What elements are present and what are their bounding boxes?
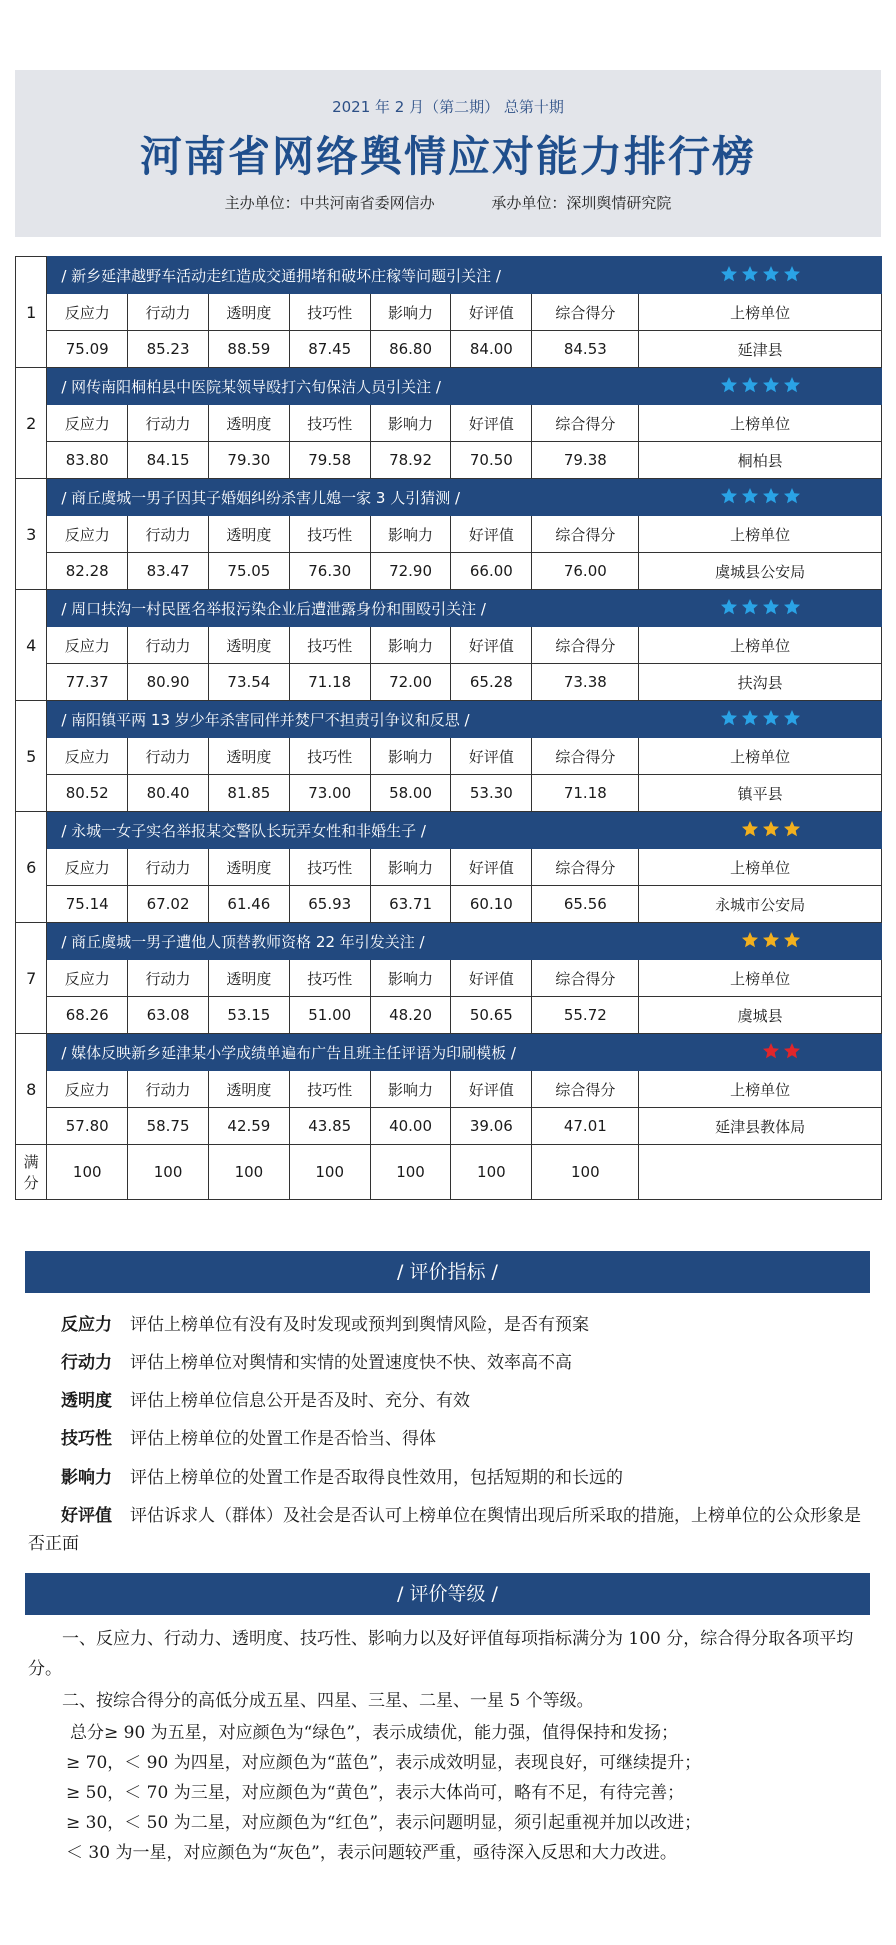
score-value: 75.05 bbox=[208, 553, 289, 590]
star-rating bbox=[720, 376, 801, 394]
score-value: 70.50 bbox=[451, 442, 532, 479]
indicator-term: 好评值 bbox=[61, 1506, 112, 1526]
indicator-description: 评估上榜单位有没有及时发现或预判到舆情风险，是否有预案 bbox=[130, 1315, 589, 1335]
full-score-value: 100 bbox=[451, 1145, 532, 1200]
column-label: 透明度 bbox=[208, 294, 289, 331]
event-title-cell bbox=[47, 812, 882, 849]
column-label: 技巧性 bbox=[289, 960, 370, 997]
column-label: 好评值 bbox=[451, 960, 532, 997]
star-icon bbox=[762, 931, 780, 949]
ranked-unit: 扶沟县 bbox=[639, 664, 882, 701]
column-label: 影响力 bbox=[370, 294, 451, 331]
table-row bbox=[16, 1108, 882, 1145]
column-label: 行动力 bbox=[128, 960, 209, 997]
column-label: 反应力 bbox=[47, 516, 128, 553]
issue-line: 2021 年 2 月（第二期） 总第十期 bbox=[332, 98, 564, 116]
score-value: 58.00 bbox=[370, 775, 451, 812]
column-label: 好评值 bbox=[451, 849, 532, 886]
star-icon bbox=[762, 265, 780, 283]
ranked-unit: 镇平县 bbox=[639, 775, 882, 812]
event-title-cell bbox=[47, 590, 882, 627]
ranked-unit: 延津县教体局 bbox=[639, 1108, 882, 1145]
star-icon bbox=[783, 931, 801, 949]
score-value: 73.38 bbox=[532, 664, 639, 701]
indicators-heading: / 评价指标 / bbox=[25, 1251, 870, 1293]
grades-paragraph-2: 二、按综合得分的高低分成五星、四星、三星、二星、一星 5 个等级。 bbox=[62, 1691, 594, 1711]
column-label: 行动力 bbox=[128, 294, 209, 331]
event-title-cell bbox=[47, 1034, 882, 1071]
star-icon bbox=[720, 265, 738, 283]
score-value: 43.85 bbox=[289, 1108, 370, 1145]
column-label: 综合得分 bbox=[532, 849, 639, 886]
full-score-row bbox=[16, 1145, 882, 1200]
star-icon bbox=[783, 1042, 801, 1060]
column-label: 上榜单位 bbox=[639, 1071, 882, 1108]
column-label: 上榜单位 bbox=[639, 849, 882, 886]
score-value: 85.23 bbox=[128, 331, 209, 368]
score-value: 86.80 bbox=[370, 331, 451, 368]
full-score-label-2: 分 bbox=[23, 1174, 39, 1192]
host-unit: 主办单位：中共河南省委网信办 bbox=[224, 194, 435, 212]
rank-number: 2 bbox=[16, 368, 47, 479]
star-icon bbox=[741, 376, 759, 394]
event-title-cell bbox=[47, 701, 882, 738]
ranked-unit: 延津县 bbox=[639, 331, 882, 368]
star-icon bbox=[720, 598, 738, 616]
column-label: 行动力 bbox=[128, 1071, 209, 1108]
column-label: 行动力 bbox=[128, 627, 209, 664]
organizer-unit: 承办单位：深圳舆情研究院 bbox=[491, 194, 672, 212]
star-icon bbox=[762, 820, 780, 838]
score-value: 84.00 bbox=[451, 331, 532, 368]
indicator-item bbox=[28, 1387, 868, 1415]
column-label: 好评值 bbox=[451, 738, 532, 775]
score-value: 40.00 bbox=[370, 1108, 451, 1145]
score-value: 55.72 bbox=[532, 997, 639, 1034]
column-label: 反应力 bbox=[47, 849, 128, 886]
grade-one-star: ＜ 30 为一星，对应颜色为“灰色”，表示问题较严重，亟待深入反思和大力改进。 bbox=[66, 1843, 677, 1863]
table-row bbox=[16, 775, 882, 812]
score-value: 65.28 bbox=[451, 664, 532, 701]
star-icon bbox=[741, 931, 759, 949]
column-label: 透明度 bbox=[208, 405, 289, 442]
star-rating bbox=[720, 265, 801, 283]
column-label-row bbox=[16, 960, 882, 997]
star-icon bbox=[720, 487, 738, 505]
column-label: 影响力 bbox=[370, 627, 451, 664]
event-title-cell bbox=[47, 368, 882, 405]
score-value: 88.59 bbox=[208, 331, 289, 368]
star-icon bbox=[762, 487, 780, 505]
column-label: 上榜单位 bbox=[639, 627, 882, 664]
score-value: 73.00 bbox=[289, 775, 370, 812]
indicator-description: 评估上榜单位的处置工作是否恰当、得体 bbox=[130, 1429, 436, 1449]
score-value: 73.54 bbox=[208, 664, 289, 701]
score-value: 60.10 bbox=[451, 886, 532, 923]
score-value: 81.85 bbox=[208, 775, 289, 812]
indicator-description: 评估诉求人（群体）及社会是否认可上榜单位在舆情出现后所采取的措施，上榜单位的公众形象是否正面 bbox=[28, 1506, 861, 1554]
score-value: 78.92 bbox=[370, 442, 451, 479]
star-icon bbox=[783, 265, 801, 283]
column-label: 透明度 bbox=[208, 738, 289, 775]
column-label-row bbox=[16, 294, 882, 331]
score-value: 67.02 bbox=[128, 886, 209, 923]
score-value: 47.01 bbox=[532, 1108, 639, 1145]
rank-title-row bbox=[16, 923, 882, 960]
column-label: 上榜单位 bbox=[639, 516, 882, 553]
event-title: / 网传南阳桐柏县中医院某领导殴打六旬保洁人员引关注 / bbox=[61, 377, 441, 396]
grades-heading: / 评价等级 / bbox=[25, 1573, 870, 1615]
rank-number: 3 bbox=[16, 479, 47, 590]
ranked-unit: 桐柏县 bbox=[639, 442, 882, 479]
score-value: 57.80 bbox=[47, 1108, 128, 1145]
column-label: 上榜单位 bbox=[639, 738, 882, 775]
full-score-value: 100 bbox=[532, 1145, 639, 1200]
table-row bbox=[16, 553, 882, 590]
column-label: 透明度 bbox=[208, 516, 289, 553]
rank-title-row bbox=[16, 701, 882, 738]
indicator-description: 评估上榜单位信息公开是否及时、充分、有效 bbox=[130, 1391, 470, 1411]
column-label: 反应力 bbox=[47, 960, 128, 997]
score-value: 83.80 bbox=[47, 442, 128, 479]
score-value: 84.15 bbox=[128, 442, 209, 479]
star-icon bbox=[762, 376, 780, 394]
column-label: 好评值 bbox=[451, 627, 532, 664]
column-label: 技巧性 bbox=[289, 627, 370, 664]
column-label: 影响力 bbox=[370, 405, 451, 442]
column-label: 影响力 bbox=[370, 738, 451, 775]
star-icon bbox=[741, 709, 759, 727]
score-value: 76.30 bbox=[289, 553, 370, 590]
star-rating bbox=[741, 931, 801, 949]
event-title-cell bbox=[47, 923, 882, 960]
rank-title-row bbox=[16, 479, 882, 516]
table-row bbox=[16, 886, 882, 923]
score-value: 72.90 bbox=[370, 553, 451, 590]
score-value: 71.18 bbox=[289, 664, 370, 701]
score-value: 80.90 bbox=[128, 664, 209, 701]
star-icon bbox=[720, 709, 738, 727]
column-label: 好评值 bbox=[451, 405, 532, 442]
score-value: 75.14 bbox=[47, 886, 128, 923]
grade-four-star: ≥ 70，＜ 90 为四星，对应颜色为“蓝色”，表示成效明显，表现良好，可继续提升； bbox=[66, 1753, 702, 1773]
rank-title-row bbox=[16, 368, 882, 405]
rank-title-row bbox=[16, 590, 882, 627]
indicator-term: 行动力 bbox=[61, 1353, 112, 1373]
indicator-term: 技巧性 bbox=[61, 1429, 112, 1449]
column-label: 技巧性 bbox=[289, 405, 370, 442]
score-value: 58.75 bbox=[128, 1108, 209, 1145]
indicator-term: 透明度 bbox=[61, 1391, 112, 1411]
grade-three-star: ≥ 50，＜ 70 为三星，对应颜色为“黄色”，表示大体尚可，略有不足，有待完善； bbox=[66, 1783, 685, 1803]
column-label: 技巧性 bbox=[289, 516, 370, 553]
indicator-item bbox=[28, 1349, 868, 1377]
column-label: 透明度 bbox=[208, 960, 289, 997]
column-label: 技巧性 bbox=[289, 849, 370, 886]
event-title: / 新乡延津越野车活动走红造成交通拥堵和破坏庄稼等问题引关注 / bbox=[61, 266, 501, 285]
column-label: 反应力 bbox=[47, 294, 128, 331]
score-value: 71.18 bbox=[532, 775, 639, 812]
score-value: 65.56 bbox=[532, 886, 639, 923]
score-value: 63.71 bbox=[370, 886, 451, 923]
column-label-row bbox=[16, 405, 882, 442]
full-score-value: 100 bbox=[370, 1145, 451, 1200]
score-value: 83.47 bbox=[128, 553, 209, 590]
score-value: 77.37 bbox=[47, 664, 128, 701]
star-icon bbox=[783, 820, 801, 838]
star-icon bbox=[741, 820, 759, 838]
score-value: 61.46 bbox=[208, 886, 289, 923]
page-title: 河南省网络舆情应对能力排行榜 bbox=[139, 132, 756, 181]
column-label: 技巧性 bbox=[289, 738, 370, 775]
star-icon bbox=[783, 598, 801, 616]
star-icon bbox=[762, 598, 780, 616]
column-label: 技巧性 bbox=[289, 294, 370, 331]
column-label: 反应力 bbox=[47, 1071, 128, 1108]
column-label: 好评值 bbox=[451, 516, 532, 553]
score-value: 76.00 bbox=[532, 553, 639, 590]
star-icon bbox=[783, 487, 801, 505]
column-label: 反应力 bbox=[47, 405, 128, 442]
full-score-value: 100 bbox=[128, 1145, 209, 1200]
score-value: 84.53 bbox=[532, 331, 639, 368]
grades-paragraph-1: 一、反应力、行动力、透明度、技巧性、影响力以及好评值每项指标满分为 100 分，综合得分取各项平均分。 bbox=[28, 1629, 854, 1679]
star-rating bbox=[720, 709, 801, 727]
star-icon bbox=[741, 598, 759, 616]
column-label-row bbox=[16, 627, 882, 664]
full-score-empty bbox=[639, 1145, 882, 1200]
event-title-cell bbox=[47, 479, 882, 516]
column-label: 综合得分 bbox=[532, 627, 639, 664]
star-icon bbox=[762, 1042, 780, 1060]
score-value: 79.58 bbox=[289, 442, 370, 479]
column-label: 影响力 bbox=[370, 960, 451, 997]
star-icon bbox=[720, 376, 738, 394]
score-value: 39.06 bbox=[451, 1108, 532, 1145]
indicator-term: 反应力 bbox=[61, 1315, 112, 1335]
score-value: 80.40 bbox=[128, 775, 209, 812]
rank-number: 7 bbox=[16, 923, 47, 1034]
column-label: 行动力 bbox=[128, 516, 209, 553]
event-title: / 商丘虞城一男子因其子婚姻纠纷杀害儿媳一家 3 人引猜测 / bbox=[61, 488, 461, 507]
event-title: / 周口扶沟一村民匿名举报污染企业后遭泄露身份和围殴引关注 / bbox=[61, 599, 486, 618]
star-icon bbox=[762, 709, 780, 727]
ranked-unit: 虞城县 bbox=[639, 997, 882, 1034]
indicator-item bbox=[28, 1311, 868, 1339]
column-label: 反应力 bbox=[47, 627, 128, 664]
star-rating bbox=[720, 598, 801, 616]
indicator-description: 评估上榜单位对舆情和实情的处置速度快不快、效率高不高 bbox=[130, 1353, 572, 1373]
column-label-row bbox=[16, 738, 882, 775]
rank-number: 1 bbox=[16, 257, 47, 368]
rank-title-row bbox=[16, 1034, 882, 1071]
indicator-item bbox=[28, 1502, 868, 1558]
host-line bbox=[15, 192, 881, 213]
full-score-value: 100 bbox=[47, 1145, 128, 1200]
event-title: / 商丘虞城一男子遭他人顶替教师资格 22 年引发关注 / bbox=[61, 932, 425, 951]
rank-title-row bbox=[16, 812, 882, 849]
score-value: 51.00 bbox=[289, 997, 370, 1034]
column-label: 行动力 bbox=[128, 405, 209, 442]
score-value: 42.59 bbox=[208, 1108, 289, 1145]
column-label: 透明度 bbox=[208, 627, 289, 664]
column-label: 综合得分 bbox=[532, 294, 639, 331]
table-row bbox=[16, 442, 882, 479]
score-value: 72.00 bbox=[370, 664, 451, 701]
star-icon bbox=[741, 487, 759, 505]
column-label: 上榜单位 bbox=[639, 405, 882, 442]
column-label-row bbox=[16, 1071, 882, 1108]
star-icon bbox=[741, 265, 759, 283]
table-row bbox=[16, 997, 882, 1034]
column-label: 上榜单位 bbox=[639, 294, 882, 331]
column-label: 影响力 bbox=[370, 849, 451, 886]
star-rating bbox=[720, 487, 801, 505]
grade-two-star: ≥ 30，＜ 50 为二星，对应颜色为“红色”，表示问题明显，须引起重视并加以改进； bbox=[66, 1813, 702, 1833]
column-label-row bbox=[16, 849, 882, 886]
column-label: 影响力 bbox=[370, 1071, 451, 1108]
column-label: 影响力 bbox=[370, 516, 451, 553]
rank-number: 4 bbox=[16, 590, 47, 701]
event-title: / 南阳镇平两 13 岁少年杀害同伴并焚尸不担责引争议和反思 / bbox=[61, 710, 470, 729]
ranking-table bbox=[15, 256, 882, 1200]
star-icon bbox=[783, 376, 801, 394]
column-label: 反应力 bbox=[47, 738, 128, 775]
grade-five-star: 总分≥ 90 为五星，对应颜色为“绿色”，表示成绩优，能力强，值得保持和发扬； bbox=[70, 1723, 679, 1743]
indicator-item bbox=[28, 1464, 868, 1492]
report-header bbox=[15, 70, 881, 237]
column-label: 行动力 bbox=[128, 849, 209, 886]
star-rating bbox=[741, 820, 801, 838]
event-title-cell bbox=[47, 257, 882, 294]
rank-number: 8 bbox=[16, 1034, 47, 1145]
column-label: 综合得分 bbox=[532, 1071, 639, 1108]
score-value: 82.28 bbox=[47, 553, 128, 590]
score-value: 75.09 bbox=[47, 331, 128, 368]
star-icon bbox=[783, 709, 801, 727]
column-label: 好评值 bbox=[451, 294, 532, 331]
score-value: 63.08 bbox=[128, 997, 209, 1034]
rank-number: 5 bbox=[16, 701, 47, 812]
full-score-label-1: 满 bbox=[23, 1153, 39, 1171]
rank-number: 6 bbox=[16, 812, 47, 923]
score-value: 66.00 bbox=[451, 553, 532, 590]
table-row bbox=[16, 664, 882, 701]
column-label: 行动力 bbox=[128, 738, 209, 775]
column-label: 上榜单位 bbox=[639, 960, 882, 997]
column-label: 透明度 bbox=[208, 849, 289, 886]
column-label: 综合得分 bbox=[532, 516, 639, 553]
score-value: 53.30 bbox=[451, 775, 532, 812]
indicator-term: 影响力 bbox=[61, 1468, 112, 1488]
column-label: 综合得分 bbox=[532, 405, 639, 442]
full-score-value: 100 bbox=[208, 1145, 289, 1200]
score-value: 79.38 bbox=[532, 442, 639, 479]
score-value: 53.15 bbox=[208, 997, 289, 1034]
score-value: 68.26 bbox=[47, 997, 128, 1034]
full-score-value: 100 bbox=[289, 1145, 370, 1200]
table-row bbox=[16, 331, 882, 368]
column-label-row bbox=[16, 516, 882, 553]
score-value: 80.52 bbox=[47, 775, 128, 812]
indicator-description: 评估上榜单位的处置工作是否取得良性效用，包括短期的和长远的 bbox=[130, 1468, 623, 1488]
score-value: 50.65 bbox=[451, 997, 532, 1034]
event-title: / 媒体反映新乡延津某小学成绩单遍布广告且班主任评语为印刷模板 / bbox=[61, 1043, 516, 1062]
ranked-unit: 永城市公安局 bbox=[639, 886, 882, 923]
column-label: 综合得分 bbox=[532, 960, 639, 997]
star-rating bbox=[762, 1042, 801, 1060]
ranked-unit: 虞城县公安局 bbox=[639, 553, 882, 590]
score-value: 79.30 bbox=[208, 442, 289, 479]
column-label: 技巧性 bbox=[289, 1071, 370, 1108]
event-title: / 永城一女子实名举报某交警队长玩弄女性和非婚生子 / bbox=[61, 821, 426, 840]
full-score-label bbox=[16, 1145, 47, 1200]
score-value: 87.45 bbox=[289, 331, 370, 368]
column-label: 综合得分 bbox=[532, 738, 639, 775]
score-value: 48.20 bbox=[370, 997, 451, 1034]
rank-title-row bbox=[16, 257, 882, 294]
indicator-item bbox=[28, 1425, 868, 1453]
column-label: 透明度 bbox=[208, 1071, 289, 1108]
column-label: 好评值 bbox=[451, 1071, 532, 1108]
score-value: 65.93 bbox=[289, 886, 370, 923]
